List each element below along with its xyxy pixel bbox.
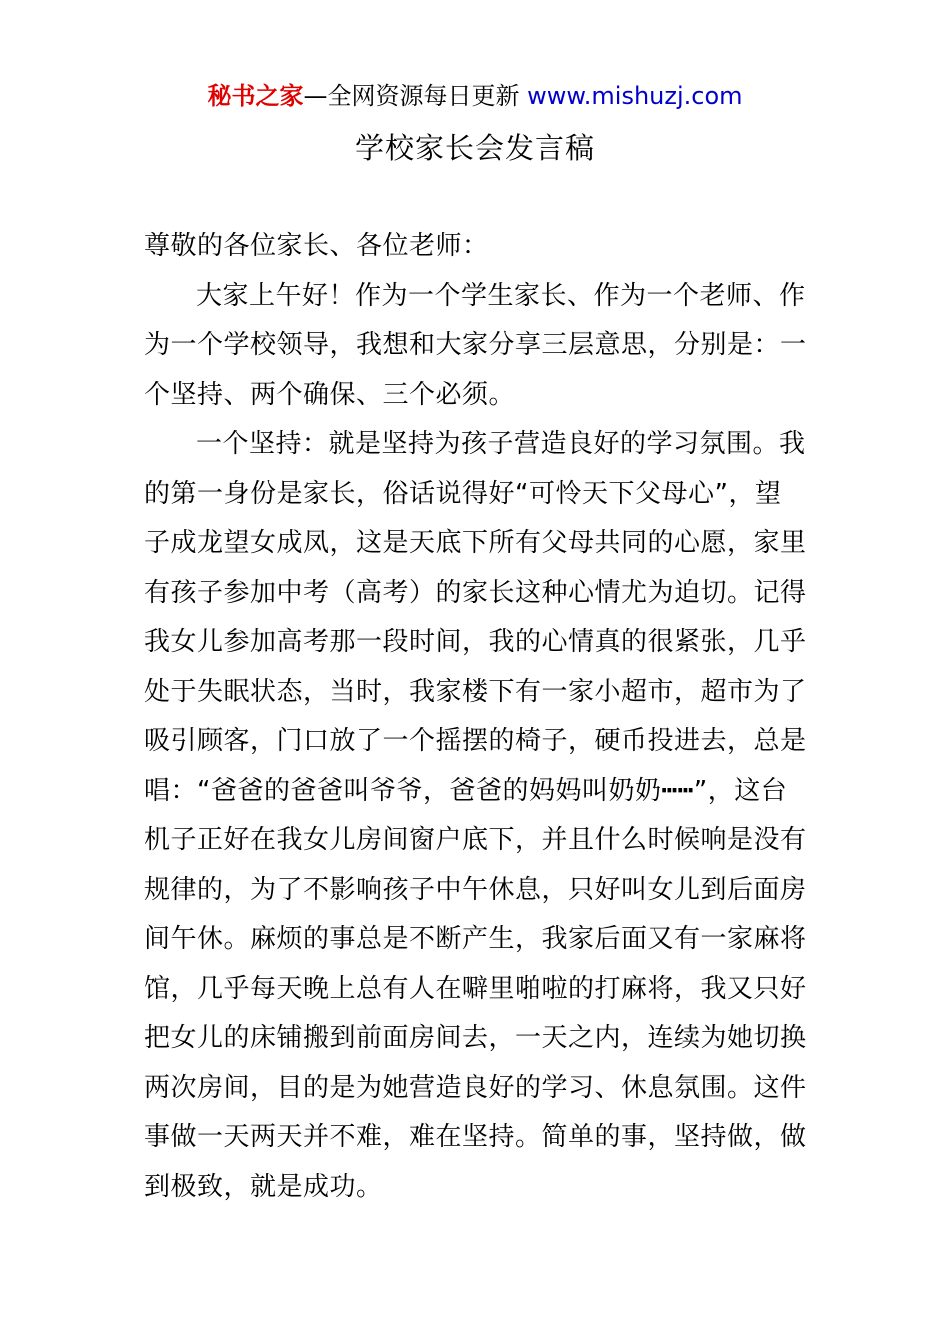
paragraph-line: 一个坚持：就是坚持为孩子营造良好的学习氛围。我 [196,429,806,459]
paragraph-line: 的第一身份是家长，俗话说得好“可怜天下父母心”，望 [144,478,782,509]
paragraph-line: 馆，几乎每天晚上总有人在噼里啪啦的打麻将，我又只好 [144,973,807,1004]
paragraph-line: 两次房间，目的是为她营造良好的学习、休息氛围。这件 [144,1072,807,1103]
paragraph-line: 子成龙望女成凤，这是天底下所有父母共同的心愿，家里 [144,528,807,558]
paragraph-line: 为一个学校领导，我想和大家分享三层意思，分别是：一 [144,330,807,360]
paragraph-line: 间午休。麻烦的事总是不断产生，我家后面又有一家麻将 [144,924,807,954]
salutation-line: 尊敬的各位家长、各位老师： [144,231,489,261]
paragraph-line: 吸引顾客，门口放了一个摇摆的椅子，硬币投进去，总是 [144,726,807,756]
header-tagline: —全网资源每日更新 [303,82,520,110]
document-title: 学校家长会发言稿 [354,131,595,165]
paragraph-line: 事做一天两天并不难，难在坚持。简单的事，坚持做，做 [144,1122,807,1152]
site-header [0,80,950,112]
paragraph-line: 大家上午好！作为一个学生家长、作为一个老师、作 [196,280,806,311]
paragraph-line: 机子正好在我女儿房间窗户底下，并且什么时候响是没有 [144,825,807,855]
paragraph-line: 唱：“爸爸的爸爸叫爷爷，爸爸的妈妈叫奶奶┅┅”，这台 [144,775,788,806]
document-body [144,222,808,1212]
paragraph-line: 规律的，为了不影响孩子中午休息，只好叫女儿到后面房 [144,874,807,905]
paragraph-line: 有孩子参加中考（高考）的家长这种心情尤为迫切。记得 [144,577,807,608]
paragraph-line: 到极致，就是成功。 [144,1171,383,1202]
paragraph-line: 个坚持、两个确保、三个必须。 [144,379,516,410]
brand-name: 秘书之家 [207,82,304,110]
paragraph-line: 把女儿的床铺搬到前面房间去，一天之内，连续为她切换 [144,1023,807,1053]
paragraph-line: 处于失眠状态，当时，我家楼下有一家小超市，超市为了 [144,676,807,707]
paragraph-line: 我女儿参加高考那一段时间，我的心情真的很紧张，几乎 [144,627,807,657]
site-url[interactable]: www.mishuzj.com [527,82,743,110]
